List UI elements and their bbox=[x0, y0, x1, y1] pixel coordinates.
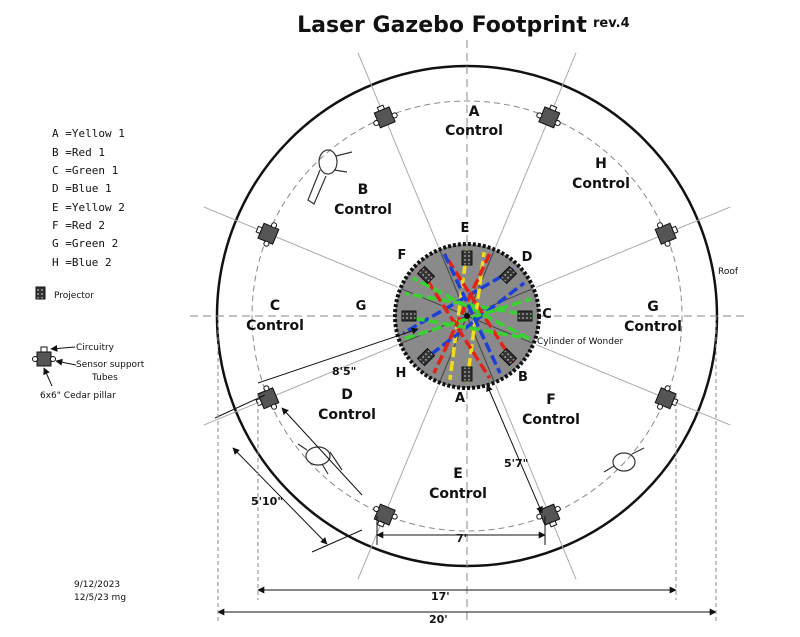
pillar-leader bbox=[44, 368, 52, 386]
zone-a-letter: A bbox=[468, 104, 480, 120]
zone-f-letter: F bbox=[546, 392, 556, 408]
legend-item-d: D =Blue 1 bbox=[52, 182, 112, 195]
cylinder-label: Cylinder of Wonder bbox=[537, 337, 624, 347]
sensor-tube-icon bbox=[33, 357, 38, 362]
cyl-letter-h: H bbox=[395, 366, 407, 381]
dimension-7-label: 7' bbox=[456, 532, 468, 545]
zone-a-word: Control bbox=[445, 123, 503, 139]
pillar bbox=[653, 384, 681, 415]
legend-item-e: E =Yellow 2 bbox=[52, 201, 125, 214]
dimension-8-5-label: 8'5" bbox=[332, 365, 357, 378]
dimension-5-7 bbox=[487, 385, 542, 513]
zone-d-letter: D bbox=[341, 387, 353, 403]
projector-icon bbox=[462, 251, 472, 265]
zone-b-word: Control bbox=[334, 202, 392, 218]
cylinder-of-wonder bbox=[395, 244, 539, 388]
circuitry-label: Circuitry bbox=[76, 343, 114, 353]
legend-item-f: F =Red 2 bbox=[52, 219, 105, 232]
zone-d-word: Control bbox=[318, 407, 376, 423]
sensor-label-line1: Sensor support bbox=[76, 360, 145, 370]
zone-b-letter: B bbox=[357, 182, 369, 198]
circuitry-leader bbox=[51, 347, 75, 349]
color-legend bbox=[52, 127, 125, 269]
legend-item-g: G =Green 2 bbox=[52, 237, 119, 250]
pillar bbox=[369, 502, 400, 530]
person-figure bbox=[604, 448, 644, 472]
cyl-letter-e: E bbox=[460, 221, 470, 236]
zone-h-word: Control bbox=[572, 176, 630, 192]
person-figure bbox=[308, 150, 352, 204]
zone-e-word: Control bbox=[429, 486, 487, 502]
revision-label: rev.4 bbox=[593, 16, 630, 31]
projector-icon bbox=[518, 311, 532, 321]
projector-icon bbox=[462, 367, 472, 381]
cyl-letter-a: A bbox=[454, 391, 466, 406]
zone-c-letter: C bbox=[269, 298, 281, 314]
cylinder-center bbox=[464, 313, 470, 319]
date-created: 9/12/2023 bbox=[74, 580, 121, 590]
pillar-icon bbox=[37, 352, 51, 366]
sensor-leader bbox=[56, 361, 76, 365]
pillar bbox=[369, 101, 400, 129]
diagram-title: Laser Gazebo Footprint bbox=[297, 13, 587, 38]
sector-divider bbox=[204, 207, 398, 287]
pillar-label: 6x6" Cedar pillar bbox=[40, 391, 116, 401]
sector-divider bbox=[536, 207, 730, 287]
legend-item-c: C =Green 1 bbox=[52, 164, 119, 177]
sensor-label-line2: Tubes bbox=[92, 373, 118, 383]
pillar bbox=[535, 101, 566, 129]
projector-icon bbox=[402, 311, 416, 321]
circuitry-icon bbox=[41, 347, 47, 352]
projector-icon bbox=[36, 287, 45, 299]
dimension-5-7-label: 5'7" bbox=[504, 457, 529, 470]
zone-f-word: Control bbox=[522, 412, 580, 428]
cyl-letter-g: G bbox=[355, 299, 367, 314]
roof-label: Roof bbox=[718, 267, 739, 277]
zone-g-letter: G bbox=[647, 299, 659, 315]
dimension-5-10-label: 5'10" bbox=[251, 495, 284, 508]
cyl-letter-d: D bbox=[521, 250, 533, 265]
cyl-letter-c: C bbox=[542, 307, 552, 322]
sensor-tube-icon bbox=[51, 357, 56, 362]
zone-g-word: Control bbox=[624, 319, 682, 335]
pillar-callout bbox=[33, 343, 145, 401]
projector-legend-label: Projector bbox=[54, 291, 94, 301]
date-revised: 12/5/23 mg bbox=[74, 593, 127, 603]
legend-item-b: B =Red 1 bbox=[52, 146, 105, 159]
sector-divider bbox=[496, 53, 576, 247]
zone-c-word: Control bbox=[246, 318, 304, 334]
cyl-letter-f: F bbox=[397, 248, 407, 263]
zone-e-letter: E bbox=[453, 466, 463, 482]
dimension-20-label: 20' bbox=[429, 613, 448, 626]
pillar bbox=[653, 218, 681, 249]
dimension-17-label: 17' bbox=[431, 590, 450, 603]
zone-h-letter: H bbox=[595, 156, 607, 172]
cyl-letter-b: B bbox=[518, 370, 528, 385]
person-figure bbox=[298, 444, 342, 474]
legend-item-a: A =Yellow 1 bbox=[52, 127, 125, 140]
pillar bbox=[252, 218, 280, 249]
legend-item-h: H =Blue 2 bbox=[52, 256, 112, 269]
